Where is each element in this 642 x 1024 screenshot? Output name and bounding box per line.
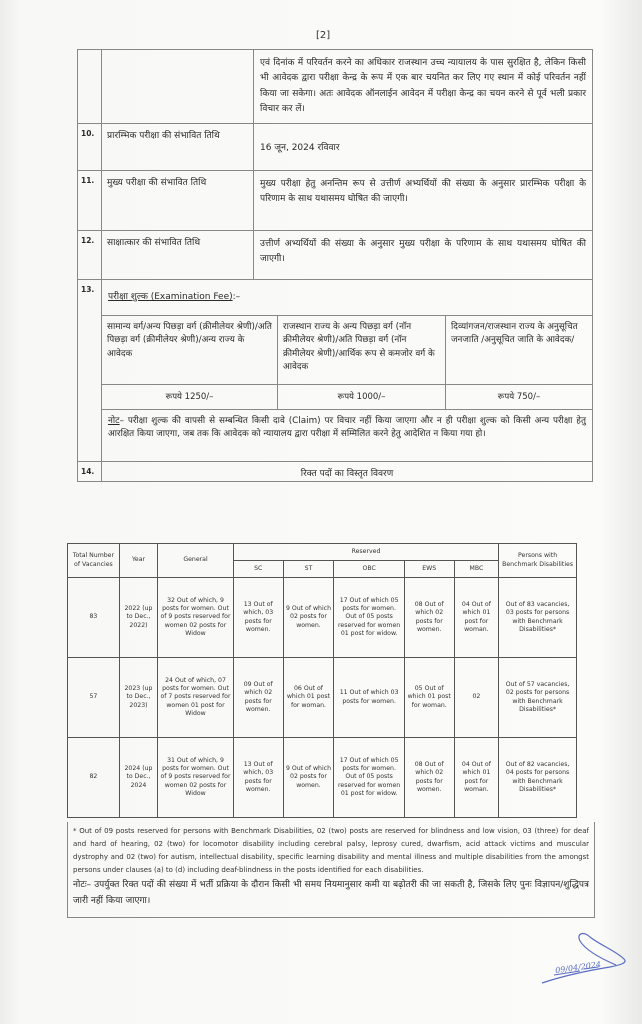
fee-heading-suffix: :–	[232, 292, 241, 303]
cell-year: 2023 (up to Dec., 2023)	[119, 658, 157, 738]
signature-date: 09/04/2024	[554, 959, 602, 976]
fee-note	[102, 410, 592, 461]
table-row	[68, 738, 577, 818]
header-total: Total Number of Vacancies	[68, 544, 120, 578]
vacancy-footer	[67, 822, 595, 918]
row-value: 16 जून, 2024 रविवार	[260, 143, 340, 154]
continuation-text: एवं दिनांक में परिवर्तन करने का अधिकार राजस्थान उच्च न्यायालय के पास सुरक्षित है, लेकिन किसी भी आवेदक द्वारा परीक्षा केन्द्र के रूप में एक बार चयनित कर लिए गए स्थान में कोई परिवर्तन नहीं किया जा सकेगा। अतः आवेदक ऑनलाईन आवेदन में परीक्षा केन्द्र का चयन करने से पूर्व भली प्रकार विचार कर लें।	[260, 58, 586, 114]
vacancy-title: रिक्त पदों का विस्तृत विवरण	[300, 469, 394, 480]
cell-obc: 17 Out of which 05 posts for women. Out of 05 posts reserved for women 01 post for widow.	[334, 578, 404, 658]
header-general: General	[158, 544, 234, 578]
cell-general: 31 Out of which, 9 posts for women. Out of 9 posts reserved for women 02 posts for Widow	[158, 738, 234, 818]
fee-note-prefix: नोट	[108, 416, 120, 427]
fee-category-sc-st: दिव्यांगजन/राजस्थान राज्य के अनुसूचित जनजाति /अनुसूचित जाति के आवेदक/	[451, 322, 578, 346]
header-ews: EWS	[404, 561, 454, 578]
header-year: Year	[119, 544, 157, 578]
row-number: 12.	[78, 231, 102, 279]
cell-obc: 11 Out of which 03 posts for women.	[334, 658, 404, 738]
cell-sc: 09 Out of which 02 posts for women.	[233, 658, 283, 738]
row-number: 13.	[78, 280, 102, 461]
cell-year: 2024 (up to Dec., 2024	[119, 738, 157, 818]
fee-categories	[102, 316, 592, 385]
disability-footnote: * Out of 09 posts reserved for persons with Benchmark Disabilities, 02 (two) posts are reserved for blindness and low vision, 03 (three) for deaf and hard of hearing, 02 (two) for locomotor disability including cerebral palsy, leprosy cured, dwarfism, acid attack victims and muscular dystrophy and 02 (two) for autism, intellectual disability, specific learning disability and mental illness and multiple disabilities from the amongst persons under clauses (a) to (d) including deaf-blindness in the posts identified for each disabilities.	[73, 827, 589, 874]
continuation-row	[78, 50, 592, 124]
header-st: ST	[283, 561, 334, 578]
fee-heading	[102, 280, 592, 316]
header-reserved: Reserved	[233, 544, 498, 561]
cell-ews: 05 Out of which 01 post for woman.	[404, 658, 454, 738]
cell-sc: 13 Out of which, 03 posts for women.	[233, 578, 283, 658]
page-number: [2]	[316, 30, 331, 41]
row-number: 14.	[78, 462, 102, 481]
cell-pwbd: Out of 57 vacancies, 02 posts for persons with Benchmark Disabilities*	[499, 658, 577, 738]
signature-icon	[540, 925, 630, 995]
row-label: साक्षात्कार की संभावित तिथि	[102, 231, 254, 279]
cell-st: 06 Out of which 01 post for woman.	[283, 658, 334, 738]
header-pwbd: Persons with Benchmark Disabilities	[499, 544, 577, 578]
table-row	[68, 658, 577, 738]
fee-amount-obc-ncl: रूपये 1000/–	[278, 385, 446, 409]
fee-note-text: – परीक्षा शुल्क की वापसी से सम्बन्धित किसी दावे (Claim) पर विचार नहीं किया जाएगा और न ही परीक्षा शुल्क को किसी अन्य परीक्षा हेतु आरक्षित किया जाएगा, जब तक कि आवेदक को न्यायालय द्वारा परीक्षा में सम्मिलित करने हेतु आदेशित न किया गया हो।	[108, 416, 586, 439]
fee-section	[102, 280, 592, 461]
cell-total: 82	[68, 738, 120, 818]
fee-category-general: सामान्य वर्ग/अन्य पिछड़ा वर्ग (क्रीमीलेयर श्रेणी)/अति पिछड़ा वर्ग (क्रीमीलेयर श्रेणी)/अन्य राज्य के आवेदक	[102, 316, 278, 384]
cell-st: 9 Out of which 02 posts for women.	[283, 578, 334, 658]
item-interview-date	[78, 231, 592, 280]
vacancy-note: नोटः– उपर्युक्त रिक्त पदों की संख्या में भर्ती प्रक्रिया के दौरान किसी भी समय नियमानुसार कमी या बढ़ोतरी की जा सकती है, जिसके लिए पुनः विज्ञापन/शुद्धिपत्र जारी नहीं किया जाएगा।	[73, 879, 589, 906]
fee-category-obc-ncl: राजस्थान राज्य के अन्य पिछड़ा वर्ग (नॉन क्रीमीलेयर श्रेणी)/अति पिछड़ा वर्ग (नॉन क्रीमीलेयर श्रेणी)/आर्थिक रूप से कमजोर वर्ग के आवेदक	[278, 316, 446, 384]
cell-mbc: 02	[454, 658, 499, 738]
cell-ews: 08 Out of which 02 posts for women.	[404, 738, 454, 818]
fee-amount-general: रूपये 1250/–	[102, 385, 278, 409]
row-value: उत्तीर्ण अभ्यर्थियों की संख्या के अनुसार मुख्य परीक्षा के परिणाम के साथ यथासमय घोषित की जाएगी।	[260, 239, 586, 265]
details-table	[77, 49, 593, 482]
fee-amount-sc-st: रूपये 750/–	[497, 392, 541, 403]
cell-general: 24 Out of which, 07 posts for women. Out of 7 posts reserved for women 01 post for Widow	[158, 658, 234, 738]
cell-ews: 08 Out of which 02 posts for women.	[404, 578, 454, 658]
row-number: 10.	[78, 124, 102, 170]
cell-mbc: 04 Out of which 01 post for woman.	[454, 738, 499, 818]
cell-mbc: 04 Out of which 01 post for woman.	[454, 578, 499, 658]
item-exam-fee	[78, 280, 592, 462]
item-main-exam-date	[78, 171, 592, 231]
vacancy-table	[67, 543, 577, 818]
row-label: प्रारम्भिक परीक्षा की संभावित तिथि	[102, 124, 254, 170]
row-label: मुख्य परीक्षा की संभावित तिथि	[102, 171, 254, 230]
header-obc: OBC	[334, 561, 404, 578]
table-row	[68, 578, 577, 658]
cell-st: 9 Out of which 02 posts for women.	[283, 738, 334, 818]
fee-amounts	[102, 385, 592, 410]
row-number	[78, 50, 102, 123]
cell-pwbd: Out of 82 vacancies, 04 posts for persons with Benchmark Disabilities*	[499, 738, 577, 818]
header-sc: SC	[233, 561, 283, 578]
cell-sc: 13 Out of which, 03 posts for women.	[233, 738, 283, 818]
cell-total: 57	[68, 658, 120, 738]
cell-total: 83	[68, 578, 120, 658]
cell-obc: 17 Out of which 05 posts for women. Out of 05 posts reserved for women 01 post for widow.	[334, 738, 404, 818]
row-value: मुख्य परीक्षा हेतु अनन्तिम रूप से उत्तीर्ण अभ्यर्थियों की संख्या के अनुसार प्रारम्भिक परीक्षा के परिणाम के साथ यथासमय घोषित की जाएगी।	[260, 179, 586, 205]
header-mbc: MBC	[454, 561, 499, 578]
row-number: 11.	[78, 171, 102, 230]
cell-year: 2022 (up to Dec., 2022)	[119, 578, 157, 658]
item-vacancy-details	[78, 462, 592, 482]
item-prelim-exam-date	[78, 124, 592, 171]
cell-general: 32 Out of which, 9 posts for women. Out of 9 posts reserved for women 02 posts for Widow	[158, 578, 234, 658]
row-label	[102, 50, 254, 123]
cell-pwbd: Out of 83 vacancies, 03 posts for persons with Benchmark Disabilities*	[499, 578, 577, 658]
fee-heading-text: परीक्षा शुल्क (Examination Fee)	[108, 292, 233, 303]
